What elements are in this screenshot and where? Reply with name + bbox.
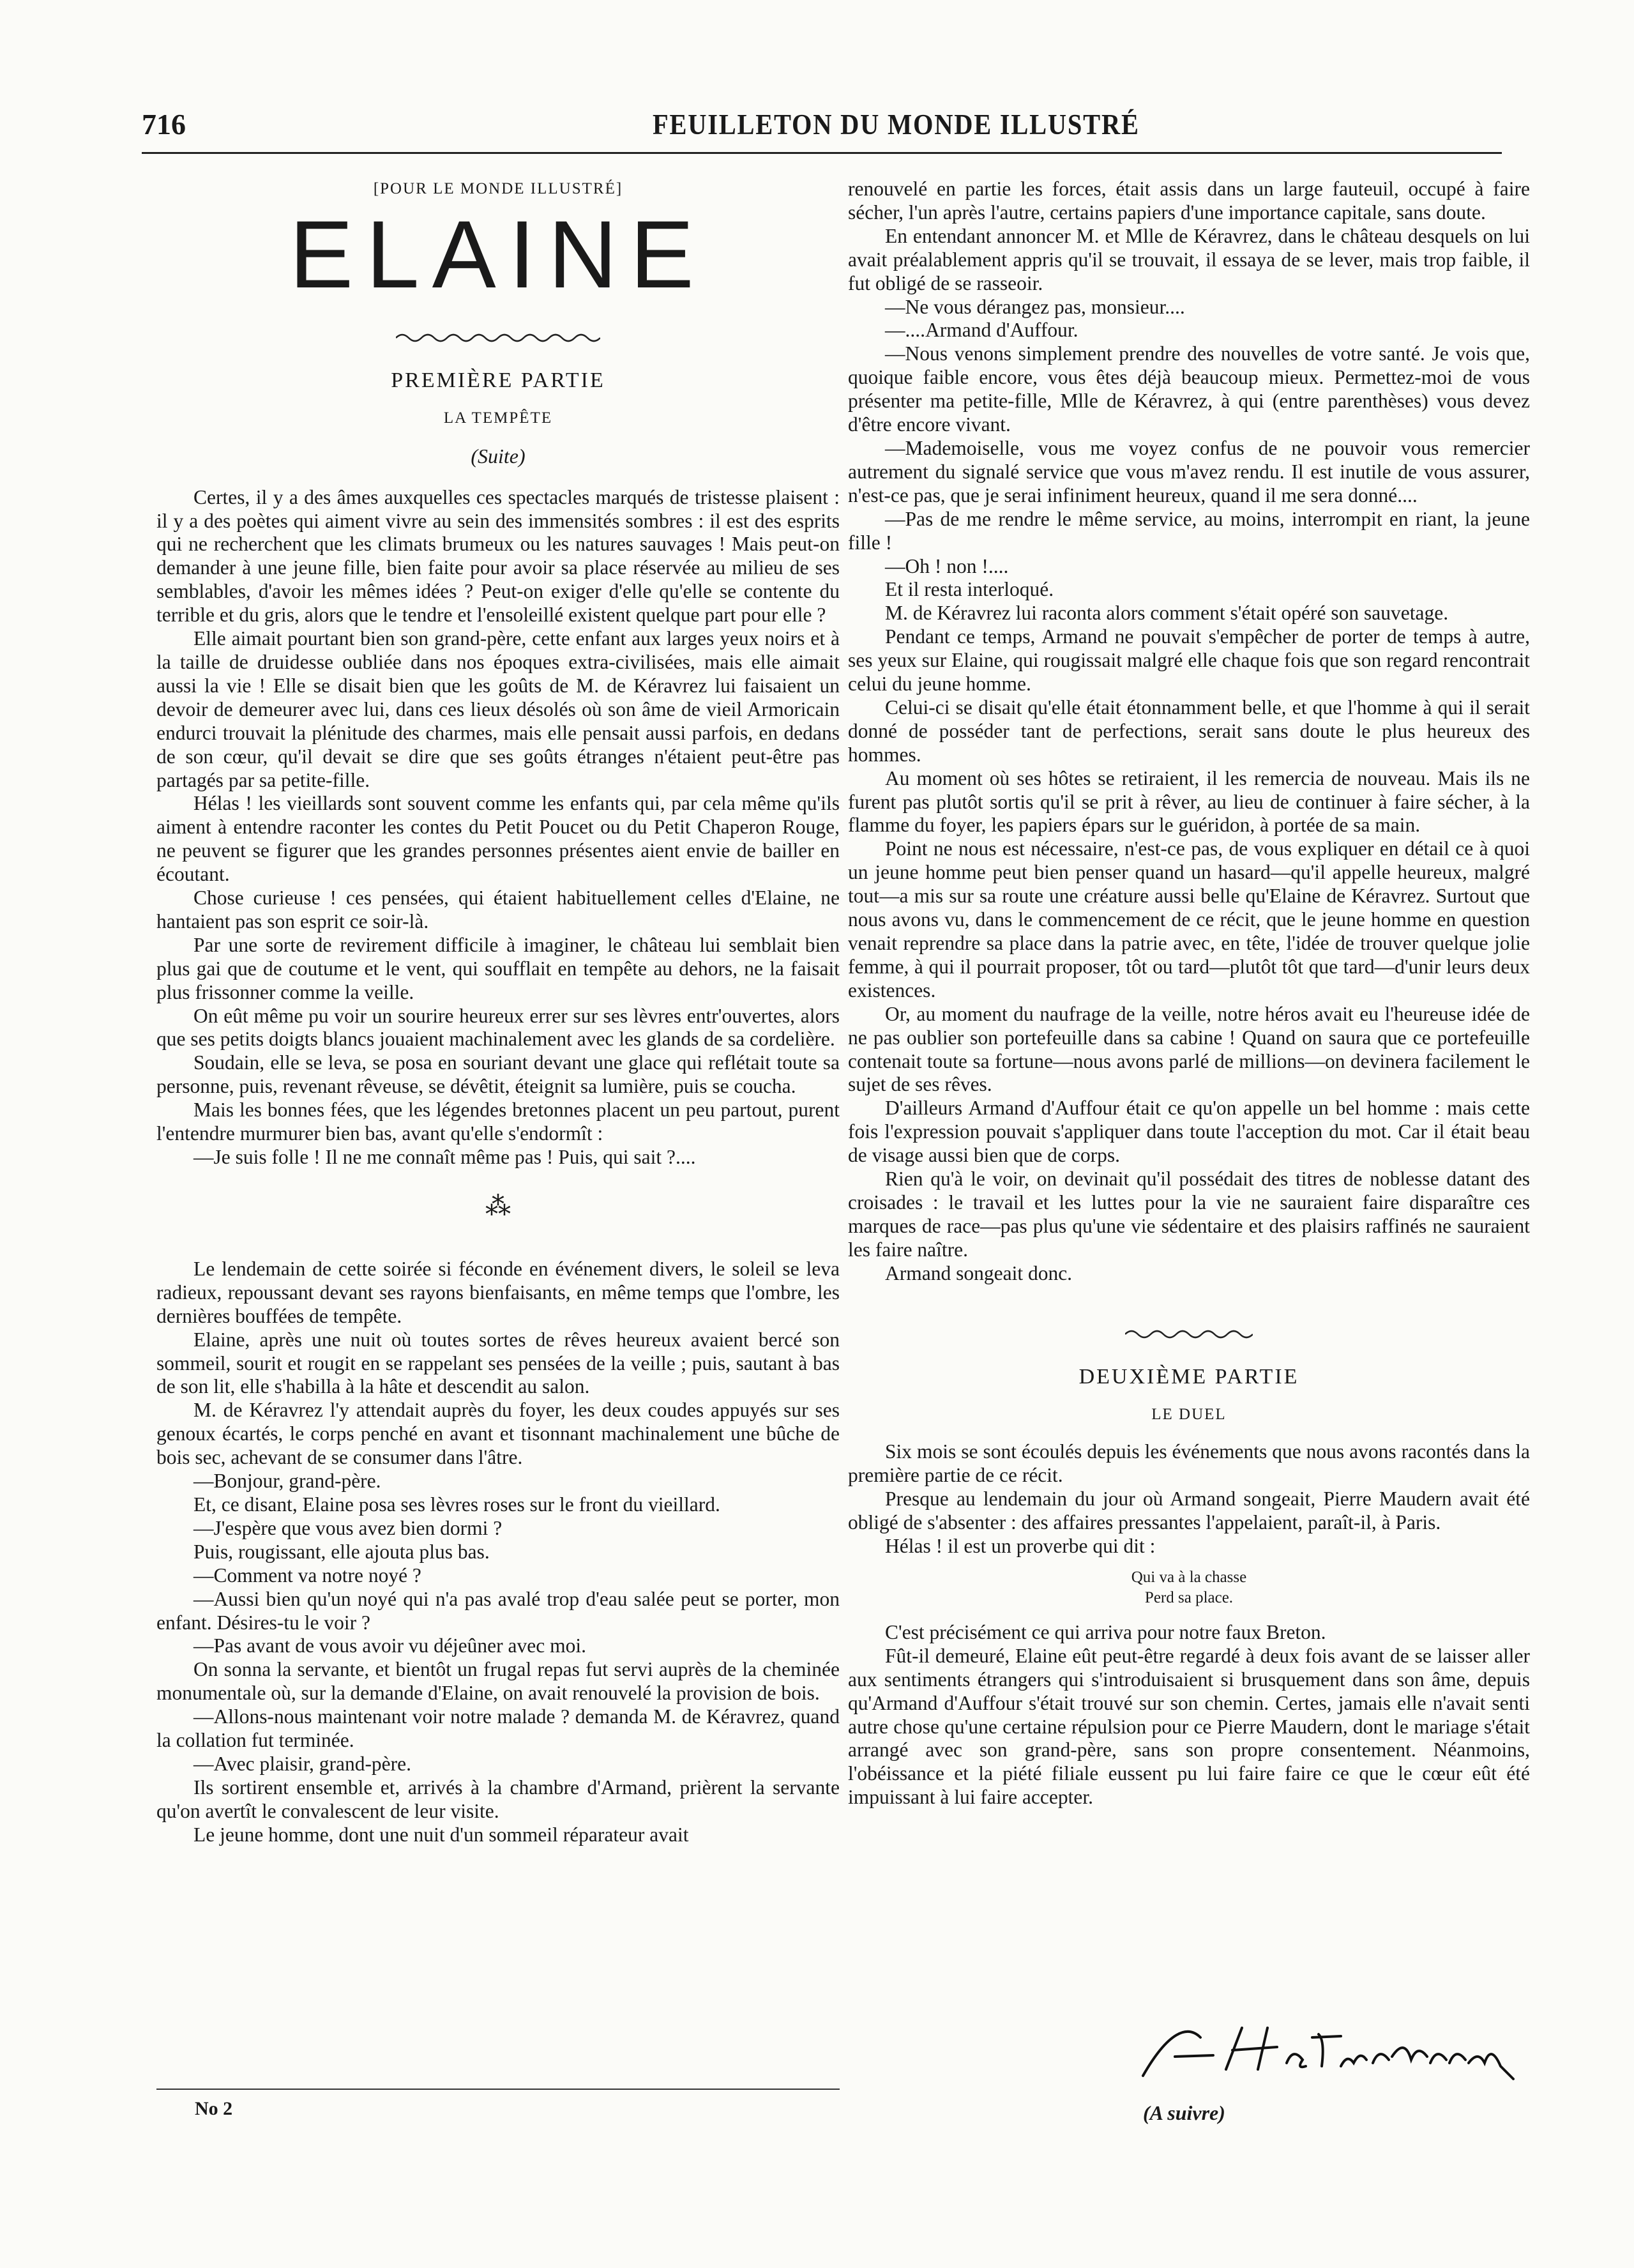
paragraph: C'est précisément ce qui arriva pour notre faux Breton.	[885, 1620, 1326, 1643]
paragraph: renouvelé en partie les forces, était assis dans un large fauteuil, occupé à faire sécher, l'un après l'autre, certains papiers d'une importance capitale, sans doute.	[848, 178, 1530, 224]
paragraph: —Aussi bien qu'un noyé qui n'a pas avalé trop d'eau salée peut se porter, mon enfant. Désires-tu le voir ?	[156, 1587, 840, 1634]
paragraph: On sonna la servante, et bientôt un frugal repas fut servi auprès de la cheminée monumentale où, sur la demande d'Elaine, on avait renouvelé la provision de bois.	[156, 1658, 840, 1705]
paragraph: Chose curieuse ! ces pensées, qui étaient habituellement celles d'Elaine, ne hantaient pas son esprit ce soir-là.	[156, 887, 840, 932]
paragraph: Point ne nous est nécessaire, n'est-ce pas, de vous expliquer en détail ce à quoi un jeune homme peut bien penser quand un hasard—qu'il appelle heureux, malgré tout—a mis sur sa route une créature aussi belle qu'Elaine de Kéravrez. Surtout que nous avons vu, dans le commencement de ce récit, que le jeune homme en question venait reprendre sa place dans la patrie avec, en tête, l'idée de trouver quelque jolie femme, à qui il pourrait proposer, tôt ou tard—plutôt tôt que tard—d'unir leurs deux existences.	[848, 837, 1530, 1001]
running-header	[142, 107, 1502, 154]
paragraph: Or, au moment du naufrage de la veille, notre héros avait eu l'heureuse idée de ne pas oublier son portefeuille dans sa cabine ! Quand on saura que ce portefeuille contenait toute sa fortune—nous avons parlé de millions—on devinera facilement le sujet de ses rêves.	[848, 1002, 1530, 1096]
left-text-block-1	[156, 486, 840, 1169]
right-column	[848, 178, 1530, 1809]
paragraph: D'ailleurs Armand d'Auffour était ce qu'on appelle un bel homme : mais cette fois l'expression pouvait s'appliquer dans toute l'acception du mot. Car il était beau de visage aussi bien que de corps.	[848, 1097, 1530, 1167]
paragraph: Elle aimait pourtant bien son grand-père, cette enfant aux larges yeux noirs et à la taille de druidesse oubliée dans nos époques extra-civilisées, mais elle aimait aussi la vie ! Elle se disait bien que les goûts de M. de Kéravrez lui faisaient un devoir de demeurer avec lui, dans ces lieux désolés où son âme de vieil Armoricain endurci trouvait la plénitude des charmes, mais elle pensait aussi parfois, en dedans de son cœur, qu'il devait se dire que ses goûts étranges n'étaient peut-être pas partagés par sa petite-fille.	[156, 627, 840, 791]
part-two-subtitle: LE DUEL	[1151, 1405, 1227, 1423]
suite-label: (Suite)	[471, 444, 526, 468]
paragraph: Et, ce disant, Elaine posa ses lèvres roses sur le front du vieillard.	[193, 1493, 720, 1516]
paragraph: Fût-il demeuré, Elaine eût peut-être regardé à deux fois avant de se laisser aller aux sentiments étrangers qui s'introduisaient si brusquement dans son âme, depuis qu'Armand d'Auffour s'était trouvé sur son chemin. Certes, jamais elle n'avait senti autre chose qu'une certaine répulsion pour ce Pierre Maudern, dont le mariage s'était arrangé avec son grand-père, sans son propre consentement. Néanmoins, l'obéissance et la piété filiale eussent pu lui faire faire ce que le cœur eût été impuissant à lui faire accepter.	[848, 1644, 1530, 1809]
running-title: FEUILLETON DU MONDE ILLUSTRÉ	[653, 108, 1140, 141]
paragraph: M. de Kéravrez l'y attendait auprès du foyer, les deux coudes appuyés sur ses genoux écartés, le corps penché en avant et tisonnant machinalement une bûche de bois sec, achevant de se consumer dans l'âtre.	[156, 1399, 840, 1469]
paragraph: —Oh ! non !....	[885, 554, 1009, 577]
paragraph: Et il resta interloqué.	[885, 578, 1054, 601]
paragraph: —Mademoiselle, vous me voyez confus de ne pouvoir vous remercier autrement du signalé service que vous m'avez rendu. Il est inutile de vous assurer, n'est-ce pas, que je serai infiniment heureux, quand il me sera donné....	[848, 436, 1530, 506]
issue-number: No 2	[195, 2098, 233, 2119]
footer-rule	[156, 2089, 840, 2090]
paragraph: —....Armand d'Auffour.	[885, 319, 1078, 342]
paragraph: En entendant annoncer M. et Mlle de Kéravrez, dans le château desquels on lui avait préalablement appris qu'il se trouvait, il essaya de se lever, mais trop faible, il fut obligé de se rasseoir.	[848, 224, 1530, 294]
wavy-divider	[848, 1324, 1530, 1343]
paragraph: Rien qu'à le voir, on devinait qu'il possédait des titres de noblesse datant des croisades : le travail et les luttes pour la vie ne sauraient faire disparaître ces marques de race—pas plus qu'une vie sédentaire et des plaisirs raffinés ne sauraient les faire naître.	[848, 1168, 1530, 1261]
paragraph: Presque au lendemain du jour où Armand songeait, Pierre Maudern avait été obligé de s'absenter : des affaires pressantes l'appelaient, paraît-il, à Paris.	[848, 1488, 1530, 1534]
paragraph: Hélas ! les vieillards sont souvent comme les enfants qui, par cela même qu'ils aiment à entendre raconter les contes du Petit Poucet ou du Petit Chaperon Rouge, ne peuvent se figurer que les grandes personnes présentes aient envie de bailler en écoutant.	[156, 792, 840, 886]
right-text-block-3	[848, 1621, 1530, 1809]
proverb	[848, 1567, 1530, 1608]
wavy-divider	[156, 328, 840, 347]
paragraph: —Bonjour, grand-père.	[193, 1470, 381, 1493]
paragraph: Ils sortirent ensemble et, arrivés à la chambre d'Armand, prièrent la servante qu'on avertît le convalescent de leur visite.	[156, 1776, 840, 1822]
paragraph: —Ne vous dérangez pas, monsieur....	[885, 295, 1185, 318]
paragraph: Pendant ce temps, Armand ne pouvait s'empêcher de porter de temps à autre, ses yeux sur Elaine, qui rougissait malgré elle chaque fois que son regard rencontrait celui du jeune homme.	[848, 625, 1530, 696]
proverb-line: Qui va à la chasse	[1131, 1568, 1247, 1586]
left-text-block-2	[156, 1258, 840, 1847]
paragraph: On eût même pu voir un sourire heureux errer sur ses lèvres entr'ouvertes, alors que ses petits doigts blancs jouaient machinalement avec les glands de sa cordelière.	[156, 1004, 840, 1051]
paragraph: Armand songeait donc.	[885, 1261, 1073, 1284]
paragraph: Celui-ci se disait qu'elle était étonnamment belle, et que l'homme à qui il serait donné de posséder tant de perfections, serait sans doute le plus heureux des hommes.	[848, 696, 1530, 766]
paragraph: —Je suis folle ! Il ne me connaît même pas ! Puis, qui sait ?....	[193, 1146, 696, 1168]
to-be-continued: (A suivre)	[1143, 2101, 1225, 2124]
paragraph: —Pas de me rendre le même service, au moins, interrompit en riant, la jeune fille !	[848, 507, 1530, 554]
paragraph: —Comment va notre noyé ?	[193, 1564, 421, 1587]
paragraph: Mais les bonnes fées, que les légendes bretonnes placent un peu partout, purent l'entendre murmurer bien bas, avant qu'elle s'endormît :	[156, 1099, 840, 1145]
paragraph: Soudain, elle se leva, se posa en souriant devant une glace qui reflétait toute sa personne, puis, revenant rêveuse, se dévêtit, éteignit sa lumière, puis se coucha.	[156, 1051, 840, 1098]
paragraph: —Pas avant de vous avoir vu déjeûner avec moi.	[193, 1634, 586, 1657]
paragraph: Le jeune homme, dont une nuit d'un sommeil réparateur avait	[193, 1823, 689, 1846]
asterism: ⁂	[485, 1191, 511, 1221]
paragraph: Le lendemain de cette soirée si féconde en événement divers, le soleil se leva radieux, repoussant devant ses rayons bienfaisants, en même temps que l'ombre, les dernières bouffées de tempête.	[156, 1257, 840, 1327]
paragraph: Six mois se sont écoulés depuis les événements que nous avons racontés dans la première partie de ce récit.	[848, 1440, 1530, 1487]
paragraph: Elaine, après une nuit où toutes sortes de rêves heureux avaient bercé son sommeil, sourit et rougit en se rappelant ses pensées de la veille ; puis, sautant à bas de son lit, elle s'habilla à la hâte et descendit au salon.	[156, 1328, 840, 1398]
paragraph: Au moment où ses hôtes se retiraient, il les remercia de nouveau. Mais ils ne furent pas plutôt sortis qu'il se prit à rêver, au lieu de continuer à faire sécher, à la flamme du foyer, les papiers épars sur le guéridon, à portée de sa main.	[848, 766, 1530, 837]
paragraph: Certes, il y a des âmes auxquelles ces spectacles marqués de tristesse plaisent : il y a des poètes qui aiment vivre au sein des immensités sombres : il est des esprits qui ne recherchent que les climats brumeux ou les natures sauvages ! Mais peut-on demander à une jeune fille, bien faite pour avoir sa place réservée au milieu de ses semblables, d'avoir les mêmes idées ? Peut-on exiger d'elle qu'elle se contente du terrible et du gris, alors que le tendre et l'ensoleillé existent quelque part pour elle ?	[156, 485, 840, 627]
paragraph: Par une sorte de revirement difficile à imaginer, le château lui semblait bien plus gai que de coutume et le vent, qui soufflait en tempête au dehors, ne la faisait plus frissonner comme la veille.	[156, 933, 840, 1003]
paragraph: M. de Kéravrez lui raconta alors comment s'était opéré son sauvetage.	[885, 602, 1449, 625]
left-column	[156, 178, 840, 1847]
paragraph: —Nous venons simplement prendre des nouvelles de votre santé. Je vois que, quoique faible encore, vous êtes déjà beaucoup mieux. Permettez-moi de vous présenter ma petite-fille, Mlle de Kéravrez, à qui (entre parenthèses) vous devez d'être encore vivant.	[848, 342, 1530, 436]
paragraph: —Allons-nous maintenant voir notre malade ? demanda M. de Kéravrez, quand la collation fut terminée.	[156, 1705, 840, 1752]
proverb-line: Perd sa place.	[1144, 1588, 1234, 1606]
page-number: 716	[142, 108, 186, 141]
right-text-block-2	[848, 1440, 1530, 1558]
credit-line: [POUR LE MONDE ILLUSTRÉ]	[373, 180, 623, 197]
paragraph: Puis, rougissant, elle ajouta plus bas.	[193, 1540, 490, 1563]
paragraph: —J'espère que vous avez bien dormi ?	[193, 1516, 503, 1539]
part-two-title: DEUXIÈME PARTIE	[1078, 1364, 1299, 1389]
author-signature	[1130, 2018, 1526, 2089]
paragraph: Hélas ! il est un proverbe qui dit :	[885, 1535, 1156, 1558]
part-one-subtitle: LA TEMPÊTE	[443, 409, 553, 427]
story-title: ELAINE	[289, 200, 707, 308]
paragraph: —Avec plaisir, grand-père.	[193, 1752, 412, 1775]
right-text-block-1	[848, 178, 1530, 1286]
part-one-title: PREMIÈRE PARTIE	[391, 368, 605, 392]
